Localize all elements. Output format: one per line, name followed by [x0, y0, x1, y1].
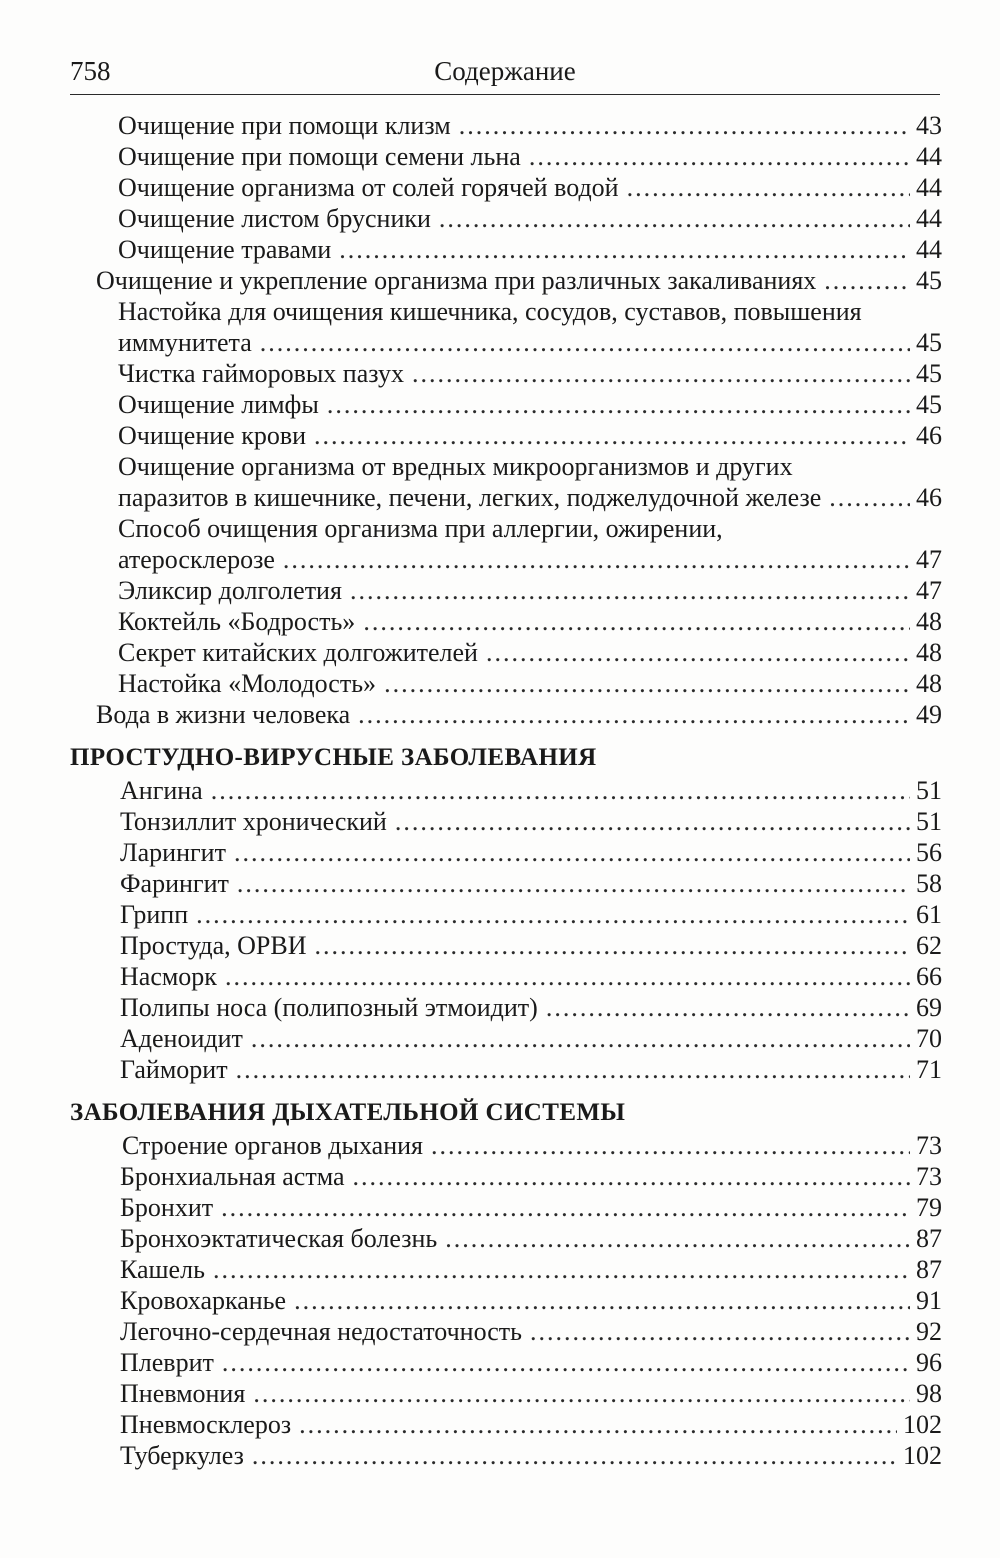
toc-entry[interactable]: [70, 1440, 942, 1471]
leader-dots: [358, 699, 910, 730]
toc-entry[interactable]: [70, 868, 942, 899]
leader-dots: [294, 1285, 910, 1316]
toc-entry-title: Туберкулез: [120, 1441, 244, 1470]
toc-entry[interactable]: [70, 110, 942, 141]
toc-entry-page: 66: [916, 962, 942, 991]
leader-dots: [299, 1409, 897, 1440]
leader-dots: [363, 606, 910, 637]
toc-entry-title-line1: Настойка для очищения кишечника, сосудов, суставов, повышения: [118, 297, 862, 326]
toc-entry[interactable]: [70, 992, 942, 1023]
toc-entry[interactable]: [70, 141, 942, 172]
toc-entry-title: Кашель: [120, 1255, 205, 1284]
toc-entry-page: 73: [916, 1162, 942, 1191]
toc-entry-page: 47: [916, 576, 942, 605]
toc-entry[interactable]: [70, 358, 942, 389]
leader-dots: [459, 110, 910, 141]
toc-entry-page: 45: [916, 266, 942, 295]
leader-dots: [486, 637, 910, 668]
toc-entry[interactable]: [70, 389, 942, 420]
toc-entry-page: 48: [916, 638, 942, 667]
toc-entry-title: Очищение организма от солей горячей водой: [118, 173, 619, 202]
leader-dots: [439, 203, 910, 234]
toc-entry-page: 71: [916, 1055, 942, 1084]
leader-dots: [234, 837, 910, 868]
leader-dots: [236, 1054, 910, 1085]
leader-dots: [211, 775, 910, 806]
toc-entry-page: 79: [916, 1193, 942, 1222]
toc-entry-title: Секрет китайских долгожителей: [118, 638, 478, 667]
leader-dots: [251, 1023, 910, 1054]
toc-entry[interactable]: [70, 606, 942, 637]
toc-entry-page: 56: [916, 838, 942, 867]
toc-entry-title: Аденоидит: [120, 1024, 243, 1053]
leader-dots: [395, 806, 910, 837]
toc-entry[interactable]: [70, 1285, 942, 1316]
toc-entry-title: Очищение при помощи семени льна: [118, 142, 521, 171]
leader-dots: [431, 1130, 910, 1161]
toc-entry[interactable]: [70, 1161, 942, 1192]
toc-entry-nastoyka[interactable]: [70, 296, 942, 358]
leader-dots: [327, 389, 910, 420]
toc-entry[interactable]: [70, 930, 942, 961]
toc-entry-title: Легочно-сердечная недостаточность: [120, 1317, 522, 1346]
toc-entry-page: 44: [916, 235, 942, 264]
toc-entry-title: Коктейль «Бодрость»: [118, 607, 356, 636]
toc-entry-page: 46: [916, 421, 942, 450]
toc-entry-page: 62: [916, 931, 942, 960]
toc-entry-page: 45: [916, 390, 942, 419]
leader-dots: [283, 544, 910, 575]
section-heading-respiratory[interactable]: ЗАБОЛЕВАНИЯ ДЫХАТЕЛЬНОЙ СИСТЕМЫ: [70, 1099, 626, 1126]
leader-dots: [627, 172, 910, 203]
toc-entry[interactable]: [70, 1347, 942, 1378]
table-of-contents: [70, 110, 942, 1471]
toc-entry-intro[interactable]: [70, 1130, 942, 1161]
toc-entry-title: Очищение крови: [118, 421, 307, 450]
toc-entry-page: 44: [916, 142, 942, 171]
leader-dots: [225, 961, 910, 992]
toc-entry-zakalivanie[interactable]: [70, 265, 942, 296]
toc-entry-voda[interactable]: [70, 699, 942, 730]
toc-entry-page: 61: [916, 900, 942, 929]
toc-entry-title: Очищение листом брусники: [118, 204, 431, 233]
leader-dots: [252, 1440, 897, 1471]
leader-dots: [196, 899, 910, 930]
toc-entry-allergiya[interactable]: [70, 513, 942, 575]
toc-entry-page: 47: [916, 545, 942, 574]
toc-entry[interactable]: [70, 203, 942, 234]
toc-entry-title: Простуда, ОРВИ: [120, 931, 307, 960]
toc-entry-title: Бронхит: [120, 1193, 214, 1222]
toc-entry[interactable]: [70, 837, 942, 868]
toc-entry-page: 51: [916, 807, 942, 836]
toc-entry-page: 98: [916, 1379, 942, 1408]
toc-entry-title: Фарингит: [120, 869, 229, 898]
toc-entry[interactable]: [70, 1054, 942, 1085]
toc-entry[interactable]: [70, 172, 942, 203]
toc-entry-title: Чистка гайморовых пазух: [118, 359, 404, 388]
toc-entry-page: 48: [916, 607, 942, 636]
toc-entry-title: Бронхоэктатическая болезнь: [120, 1224, 438, 1253]
leader-dots: [213, 1254, 910, 1285]
toc-entry-title-line1: Способ очищения организма при аллергии, ожирении,: [118, 514, 723, 543]
toc-entry-page: 51: [916, 776, 942, 805]
toc-entry[interactable]: [70, 1316, 942, 1347]
leader-dots: [260, 327, 910, 358]
toc-entry[interactable]: [70, 806, 942, 837]
toc-entry-title-line2: иммунитета: [118, 328, 252, 357]
toc-entry-page: 44: [916, 173, 942, 202]
toc-entry[interactable]: [70, 575, 942, 606]
toc-entry-page: 102: [903, 1441, 942, 1470]
toc-entry[interactable]: [70, 899, 942, 930]
leader-dots: [546, 992, 910, 1023]
toc-entry-page: 58: [916, 869, 942, 898]
toc-entry-title: Насморк: [120, 962, 217, 991]
toc-entry-page: 46: [916, 483, 942, 512]
toc-entry-title: Тонзиллит хронический: [120, 807, 387, 836]
toc-entry[interactable]: [70, 234, 942, 265]
toc-entry-page: 91: [916, 1286, 942, 1315]
toc-entry-title-line1: Очищение организма от вредных микроорганизмов и других: [118, 452, 793, 481]
page-number: 758: [70, 56, 111, 86]
leader-dots: [222, 1347, 910, 1378]
toc-entry-page: 70: [916, 1024, 942, 1053]
toc-entry-title: Очищение и укрепление организма при различных закаливаниях: [96, 266, 817, 295]
toc-entry-title: Бронхиальная астма: [120, 1162, 345, 1191]
toc-entry-page: 102: [903, 1410, 942, 1439]
toc-entry-page: 87: [916, 1255, 942, 1284]
toc-entry-title: Эликсир долголетия: [118, 576, 342, 605]
leader-dots: [829, 482, 910, 513]
toc-entry[interactable]: [70, 775, 942, 806]
toc-entry-parazity[interactable]: [70, 451, 942, 513]
leader-dots: [353, 1161, 910, 1192]
leader-dots: [314, 930, 910, 961]
toc-entry-title: Очищение травами: [118, 235, 332, 264]
leader-dots: [221, 1192, 910, 1223]
toc-entry-page: 44: [916, 204, 942, 233]
leader-dots: [339, 234, 910, 265]
toc-entry[interactable]: [70, 1023, 942, 1054]
toc-entry-title: Плеврит: [120, 1348, 214, 1377]
leader-dots: [530, 1316, 910, 1347]
toc-entry-title: Строение органов дыхания: [122, 1131, 423, 1160]
toc-entry[interactable]: [70, 1192, 942, 1223]
toc-entry-page: 96: [916, 1348, 942, 1377]
leader-dots: [253, 1378, 910, 1409]
toc-entry-title: Ангина: [120, 776, 203, 805]
toc-entry-title: Настойка «Молодость»: [118, 669, 377, 698]
toc-entry-title: Ларингит: [120, 838, 226, 867]
toc-entry-title: Пневмосклероз: [120, 1410, 292, 1439]
toc-entry-page: 45: [916, 359, 942, 388]
toc-entry-page: 69: [916, 993, 942, 1022]
leader-dots: [824, 265, 910, 296]
leader-dots: [412, 358, 910, 389]
toc-entry-page: 49: [916, 700, 942, 729]
toc-entry-page: 45: [916, 328, 942, 357]
toc-entry[interactable]: [70, 1378, 942, 1409]
toc-entry[interactable]: [70, 668, 942, 699]
toc-entry-title: Полипы носа (полипозный этмоидит): [120, 993, 538, 1022]
running-title: Содержание: [434, 56, 576, 86]
toc-entry-page: 43: [916, 111, 942, 140]
toc-entry-title: Очищение при помощи клизм: [118, 111, 451, 140]
leader-dots: [529, 141, 910, 172]
toc-entry-title: Грипп: [120, 900, 189, 929]
toc-entry[interactable]: [70, 1254, 942, 1285]
leader-dots: [314, 420, 910, 451]
toc-entry-title: Вода в жизни человека: [96, 700, 351, 729]
leader-dots: [445, 1223, 910, 1254]
toc-entry[interactable]: [70, 1409, 942, 1440]
toc-entry-page: 73: [916, 1131, 942, 1160]
leader-dots: [237, 868, 910, 899]
toc-entry-page: 48: [916, 669, 942, 698]
toc-entry-title: Гайморит: [120, 1055, 228, 1084]
section-heading-viral[interactable]: ПРОСТУДНО-ВИРУСНЫЕ ЗАБОЛЕВАНИЯ: [70, 744, 597, 771]
toc-entry-page: 87: [916, 1224, 942, 1253]
toc-entry-title: Очищение лимфы: [118, 390, 319, 419]
toc-entry-title: Кровохарканье: [120, 1286, 287, 1315]
leader-dots: [384, 668, 910, 699]
toc-entry[interactable]: [70, 1223, 942, 1254]
toc-entry[interactable]: [70, 961, 942, 992]
toc-entry-title-line2: атеросклерозе: [118, 545, 275, 574]
toc-entry-title: Пневмония: [120, 1379, 246, 1408]
toc-entry-title-line2: паразитов в кишечнике, печени, легких, поджелудочной железе: [118, 483, 822, 512]
toc-entry[interactable]: [70, 420, 942, 451]
page-header: [70, 54, 940, 95]
toc-entry-page: 92: [916, 1317, 942, 1346]
toc-entry[interactable]: [70, 637, 942, 668]
leader-dots: [350, 575, 910, 606]
